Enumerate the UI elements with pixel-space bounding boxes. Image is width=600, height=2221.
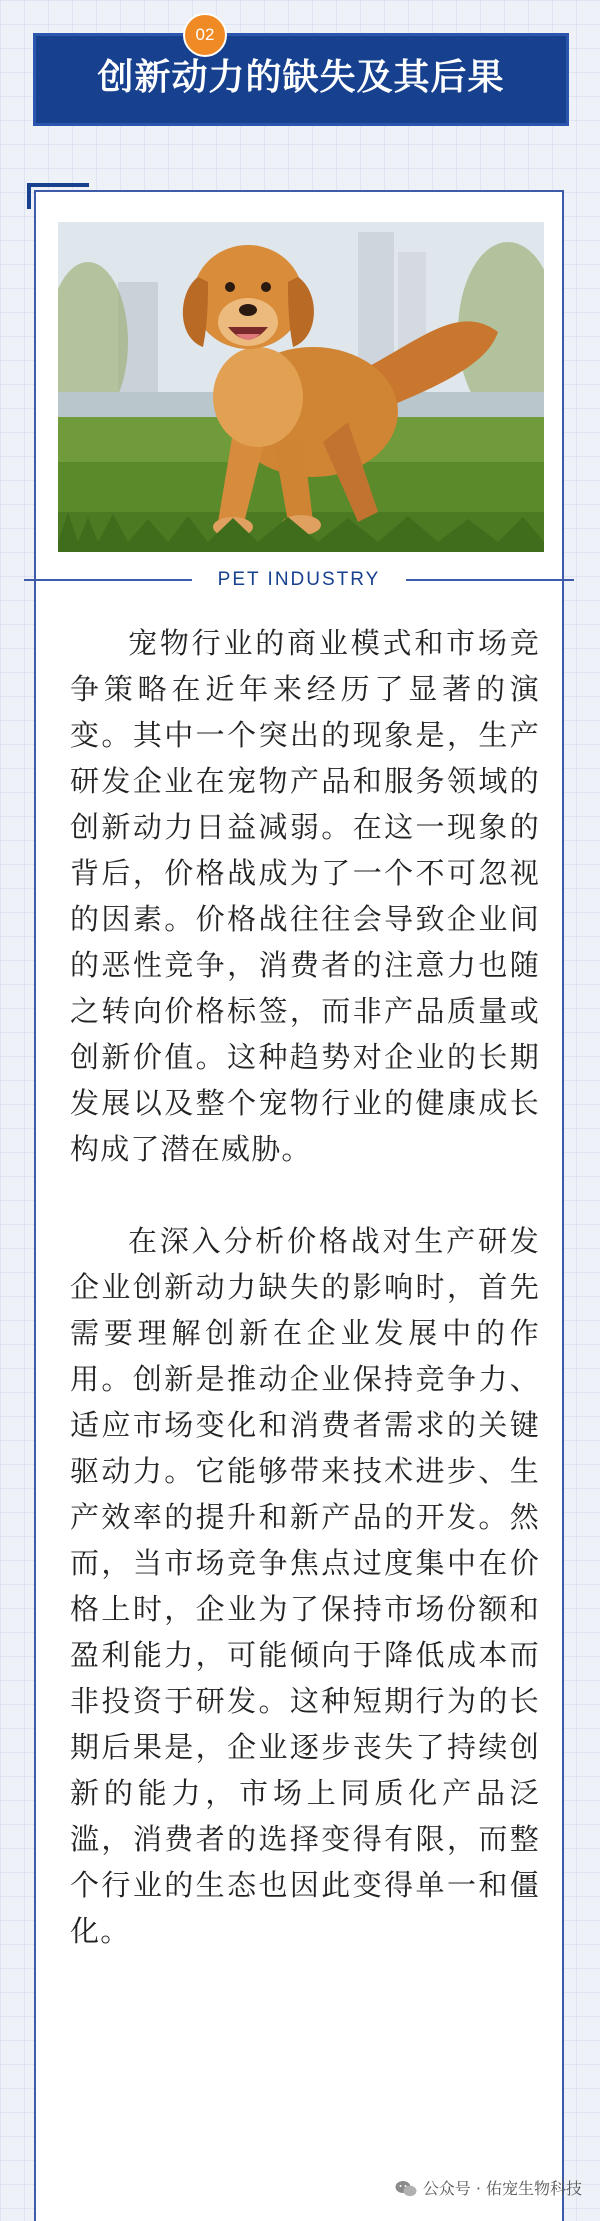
watermark-text: 公众号 · 佑宠生物科技 [422,2179,582,2198]
golden-retriever-photo [58,222,544,552]
article-paragraph: 宠物行业的商业模式和市场竞争策略在近年来经历了显著的演变。其中一个突出的现象是，生产研发企业在宠物产品和服务领域的创新动力日益减弱。在这一现象的背后，价格战成为了一个不可忽视的因素。价格战往往会导致企业间的恶性竞争，消费者的注意力也随之转向价格标签，而非产品质量或创新价值。这种趋势对企业的长期发展以及整个宠物行业的健康成长构成了潜在威胁。 [70,626,540,1166]
article-card [34,190,564,2221]
article-paragraph: 在深入分析价格战对生产研发企业创新动力缺失的影响时，首先需要理解创新在企业发展中的作用。创新是推动企业保持竞争力、适应市场变化和消费者需求的关键驱动力。它能够带来技术进步、生产效率的提升和新产品的开发。然而，当市场竞争焦点过度集中在价格上时，企业为了保持市场份额和盈利能力，可能倾向于降低成本而非投资于研发。这种短期行为的长期后果是，企业逐步丧失了持续创新的能力，市场上同质化产品泛滥，消费者的选择变得有限，而整个行业的生态也因此变得单一和僵化。 [70,1224,540,1948]
section-title: 创新动力的缺失及其后果 [97,57,505,98]
dog-illustration [58,222,544,552]
section-number-badge: 02 [183,13,227,57]
photo-caption-row [36,568,562,592]
photo-caption: PET INDUSTRY [217,569,381,590]
caption-divider-right [406,579,574,581]
article-body [70,620,540,2000]
account-watermark [395,2179,582,2199]
section-header-banner [33,33,569,126]
wechat-icon [395,2180,417,2198]
